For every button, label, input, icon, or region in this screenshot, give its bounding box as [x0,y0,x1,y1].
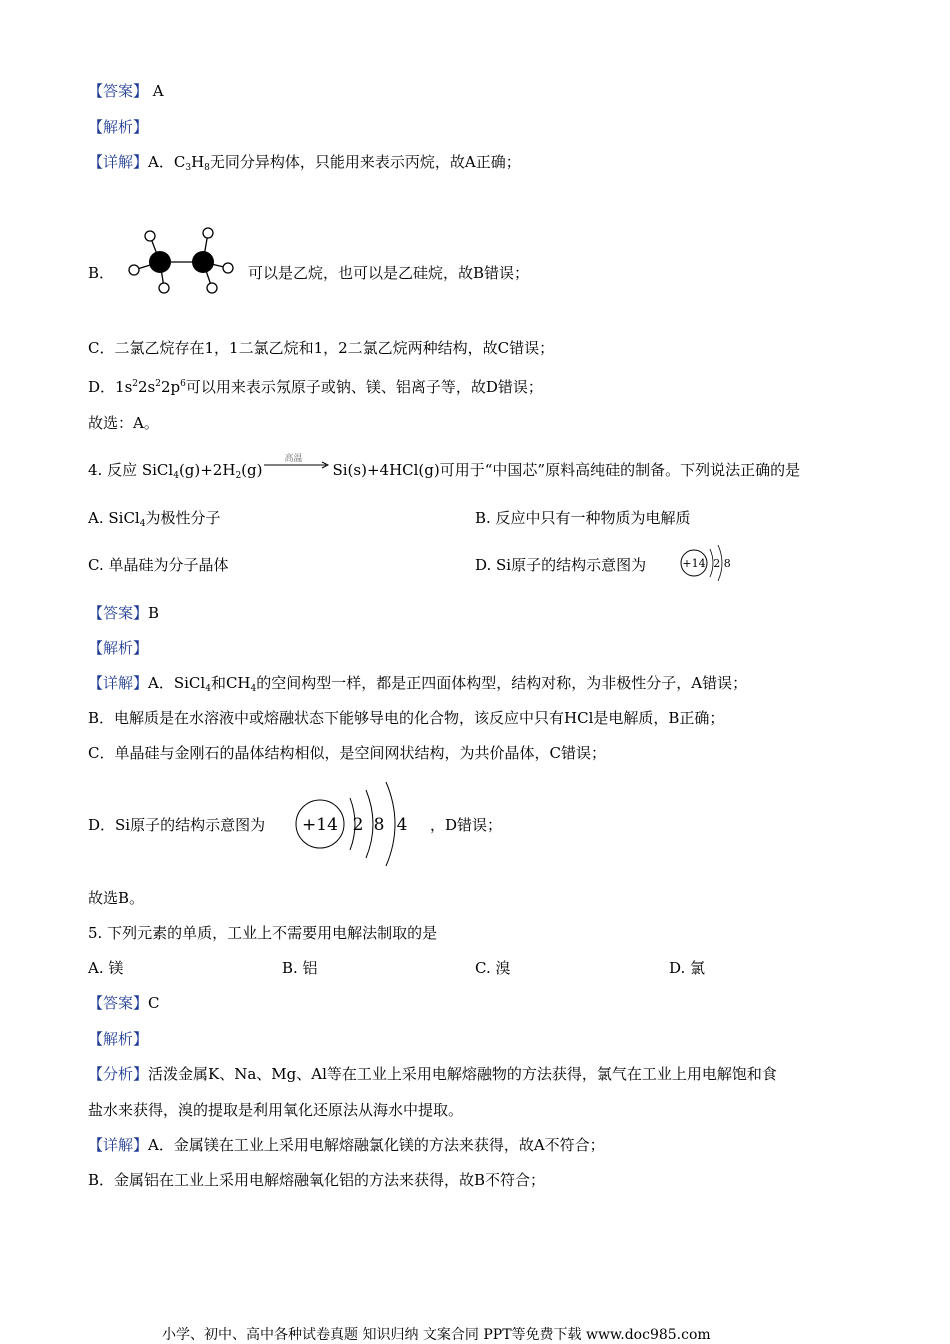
q5-fenxi-1: 【分析】活泼金属K、Na、Mg、Al等在工业上采用电解熔融物的方法获得，氯气在工业上用电解饱和食 [88,1065,777,1083]
option-D-shells: 2 8 [713,557,731,570]
q5-option-B: B. 铝 [282,959,318,977]
page-footer: 小学、初中、高中各种试卷真题 知识归纳 文案合同 PPT等免费下载 www.doc985.com [162,1327,711,1343]
q5-detail-A: 【详解】A．金属镁在工业上采用电解熔融氯化镁的方法来获得，故A不符合； [88,1136,605,1154]
q4-detail-B: B．电解质是在水溶液中或熔融状态下能够导电的化合物，该反应中只有HCl是电解质，B正确； [88,709,725,727]
q5-analysis-tag: 【解析】 [88,1030,149,1048]
detail-tag: 【详解】 [88,153,149,171]
si-atom-structure-diagram [294,776,424,872]
q4-detail-D: D．Si原子的结构示意图为 [88,816,266,834]
h-atom [203,228,213,238]
q4-option-C: C. 单晶硅为分子晶体 [88,556,229,574]
si-shell-3: 4 [396,815,408,835]
q4-analysis-tag: 【解析】 [88,639,149,657]
q4-stem: 4. 反应 $SiCl_4(g)+2H_2(g)$ 高温 Si(s)+4HCl(g)可用于“中国芯”原料高纯硅的制备。下列说法正确的是 [88,460,800,486]
h-atom [159,283,169,293]
fenxi-tag: 【分析】 [88,1065,149,1083]
q4-detail-C: C．单晶硅与金刚石的晶体结构相似，是空间网状结构，为共价晶体，C错误； [88,744,606,762]
h-atom [207,283,217,293]
q4-D-post: ，D错误； [430,816,503,834]
q4-conclusion: 故选B。 [88,889,145,907]
q3-B-label: B． [88,264,115,282]
h-atom [145,231,155,241]
q4-option-A: A. SiCl$_4$为极性分子 [88,509,221,529]
q5-stem: 5. 下列元素的单质，工业上不需要用电解法制取的是 [88,924,438,942]
reaction-arrow [262,454,332,480]
si-shell-2: 8 [373,815,385,835]
q3-analysis-tag [88,117,148,137]
h-atom [223,263,233,273]
h-atom [129,265,139,275]
central-atom [192,251,214,273]
q3-answer: A [152,82,164,100]
q5-detail-B: B．金属铝在工业上采用电解熔融氧化铝的方法来获得，故B不符合； [88,1171,546,1189]
q3-conclusion: 故选：A。 [88,414,159,432]
q3-answer-line [88,81,164,101]
q3-B-text: 可以是乙烷，也可以是乙硅烷，故B错误； [248,264,530,282]
q3-detail-B [88,263,114,283]
si-shell-1: 2 [352,815,364,835]
arrow-label: 高温 [284,454,303,464]
answer-tag: 【答案】 [88,82,149,100]
central-atom [149,251,171,273]
q5-option-A: A. 镁 [88,959,124,977]
q5-fenxi-2: 盐水来获得，溴的提取是利用氧化还原法从海水中提取。 [88,1101,464,1119]
option-D-nucleus: +14 [682,557,706,570]
q3-detail-C: C．二氯乙烷存在1，1二氯乙烷和1，2二氯乙烷两种结构，故C错误； [88,339,555,357]
q4-answer-line: 【答案】B [88,604,160,622]
q4-detail-A: 【详解】A．SiCl$_4$和$CH_4$的空间构型一样，都是正四面体构型，结构对称，为非极性分子，A错误； [88,674,748,694]
q4-option-D: D. Si原子的结构示意图为 [475,556,647,574]
analysis-tag: 【解析】 [88,118,149,136]
si-nucleus: +14 [302,815,338,835]
q5-answer-line: 【答案】C [88,994,160,1012]
option-D-atom-diagram [678,543,738,583]
q4-option-B: B. 反应中只有一种物质为电解质 [475,509,691,527]
ball-stick-model [126,226,238,298]
q3-detail-A: 【详解】A．$C_3H_8$无同分异构体，只能用来表示丙烷，故A正确； [88,153,521,173]
q3-detail-D: D．$1s^22s^22p^6$可以用来表示氖原子或钠、镁、铝离子等，故D错误； [88,378,543,396]
q5-option-D: D. 氯 [669,959,706,977]
q5-option-C: C. 溴 [475,959,511,977]
